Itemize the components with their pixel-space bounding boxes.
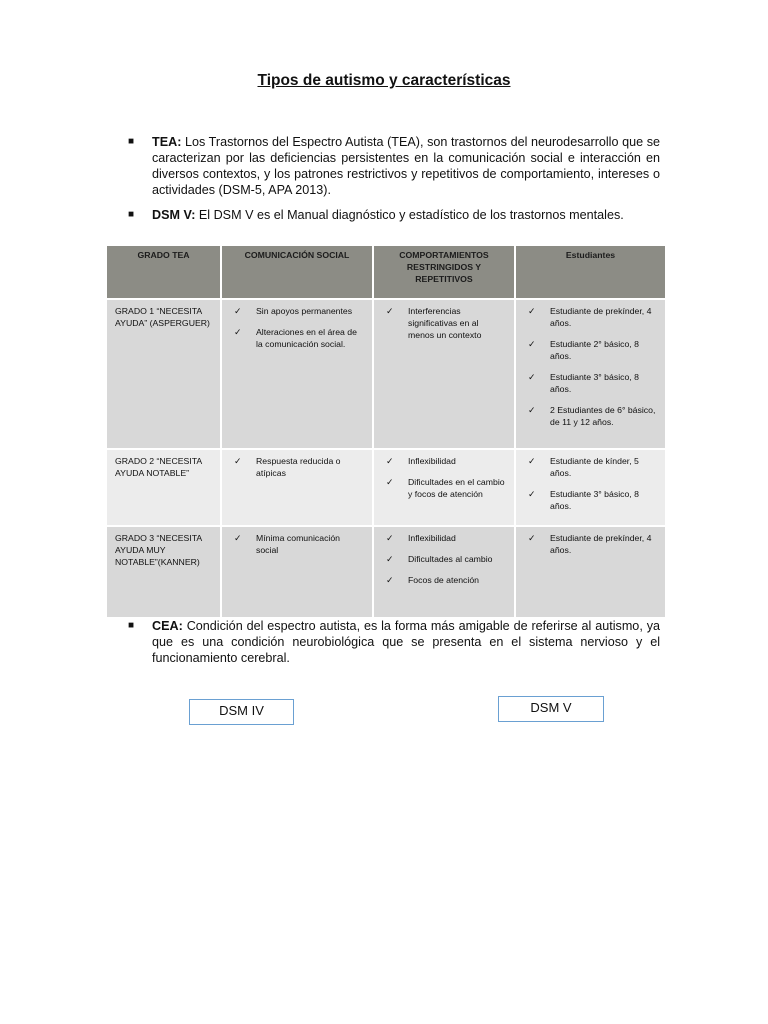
- list-item: [386, 305, 506, 341]
- behavior-cell: [373, 299, 515, 449]
- list-item: [386, 455, 506, 467]
- list-item: [386, 476, 506, 500]
- grade-cell: GRADO 1 “NECESITA AYUDA” (ASPERGUER): [107, 299, 221, 449]
- header-estudiantes: Estudiantes: [515, 246, 665, 299]
- checkmark-icon: ✓: [386, 477, 394, 487]
- list-item: [528, 371, 657, 395]
- checkmark-icon: ✓: [234, 327, 242, 337]
- behavior-cell: [373, 449, 515, 526]
- list-item-text: Focos de atención: [408, 575, 479, 585]
- bullet-cea-text: [152, 618, 660, 666]
- grade-cell: GRADO 3 “NECESITA AYUDA MUY NOTABLE”(KANNER): [107, 526, 221, 618]
- square-bullet-icon: ■: [128, 136, 135, 147]
- list-item-text: Estudiante 3° básico, 8 años.: [550, 489, 639, 511]
- bullet-dsm: [128, 207, 660, 223]
- social-cell: [221, 299, 373, 449]
- checkmark-icon: ✓: [528, 372, 536, 382]
- list-item-text: Dificultades al cambio: [408, 554, 493, 564]
- header-comportamientos: COMPORTAMIENTOS RESTRINGIDOS Y REPETITIVOS: [373, 246, 515, 299]
- header-grado-tea: GRADO TEA: [107, 246, 221, 299]
- checkmark-icon: ✓: [234, 456, 242, 466]
- dsm-v-box: DSM V: [498, 696, 604, 722]
- social-cell: [221, 526, 373, 618]
- list-item-text: Inflexibilidad: [408, 456, 456, 466]
- bullet-cea: [128, 618, 660, 666]
- list-item: [528, 455, 657, 479]
- list-item: [528, 338, 657, 362]
- list-item-text: Estudiante 2° básico, 8 años.: [550, 339, 639, 361]
- checkmark-icon: ✓: [234, 533, 242, 543]
- list-item-text: Estudiante de kínder, 5 años.: [550, 456, 639, 478]
- dsm-label: DSM V:: [152, 208, 196, 222]
- checkmark-icon: ✓: [528, 405, 536, 415]
- cea-label: CEA:: [152, 619, 183, 633]
- social-list: [230, 532, 364, 556]
- list-item-text: Estudiante de prekínder, 4 años.: [550, 533, 652, 555]
- table-header-row: [107, 246, 665, 299]
- list-item: [386, 553, 506, 565]
- list-item-text: Interferencias significativas en al menos un contexto: [408, 306, 482, 340]
- list-item: [234, 326, 364, 350]
- header-comunicacion-social: COMUNICACIÓN SOCIAL: [221, 246, 373, 299]
- checkmark-icon: ✓: [386, 533, 394, 543]
- list-item: [234, 305, 364, 317]
- autism-grades-table: [107, 246, 665, 619]
- list-item-text: Dificultades en el cambio y focos de atención: [408, 477, 505, 499]
- page-title: Tipos de autismo y características: [257, 72, 511, 89]
- behavior-list: [382, 532, 506, 586]
- list-item-text: 2 Estudiantes de 6° básico, de 11 y 12 años.: [550, 405, 656, 427]
- list-item: [528, 404, 657, 428]
- students-list: [524, 455, 657, 512]
- checkmark-icon: ✓: [234, 306, 242, 316]
- list-item-text: Estudiante 3° básico, 8 años.: [550, 372, 639, 394]
- list-item: [386, 532, 506, 544]
- list-item-text: Alteraciones en el área de la comunicación social.: [256, 327, 357, 349]
- table-row: [107, 449, 665, 526]
- checkmark-icon: ✓: [386, 306, 394, 316]
- checkmark-icon: ✓: [528, 456, 536, 466]
- list-item-text: Respuesta reducida o atípicas: [256, 456, 341, 478]
- checkmark-icon: ✓: [386, 575, 394, 585]
- bullet-tea-text: [152, 134, 660, 198]
- behavior-list: [382, 305, 506, 341]
- list-item: [234, 455, 364, 479]
- list-item-text: Estudiante de prekínder, 4 años.: [550, 306, 652, 328]
- square-bullet-icon: ■: [128, 209, 135, 220]
- students-list: [524, 532, 657, 556]
- checkmark-icon: ✓: [386, 456, 394, 466]
- checkmark-icon: ✓: [528, 533, 536, 543]
- checkmark-icon: ✓: [386, 554, 394, 564]
- list-item-text: Mínima comunicación social: [256, 533, 341, 555]
- list-item: [528, 532, 657, 556]
- list-item-text: Sin apoyos permanentes: [256, 306, 353, 316]
- bullet-tea: [128, 134, 660, 198]
- list-item: [234, 532, 364, 556]
- students-cell: [515, 526, 665, 618]
- social-cell: [221, 449, 373, 526]
- checkmark-icon: ✓: [528, 339, 536, 349]
- students-list: [524, 305, 657, 428]
- dsm-iv-box: DSM IV: [189, 699, 294, 725]
- cea-definition: Condición del espectro autista, es la forma más amigable de referirse al autismo, ya que es una condición neurobiológica que se presenta en el sistema nervioso y el funcionamiento cerebral.: [152, 619, 661, 665]
- table-row: [107, 299, 665, 449]
- behavior-cell: [373, 526, 515, 618]
- list-item-text: Inflexibilidad: [408, 533, 456, 543]
- list-item: [528, 488, 657, 512]
- list-item: [386, 574, 506, 586]
- tea-label: TEA:: [152, 135, 182, 149]
- tea-definition: Los Trastornos del Espectro Autista (TEA), son trastornos del neurodesarrollo que se caracterizan por las deficiencias persistentes en la comunicación social e interacción en diversos contextos, y los patrones restrictivos y repetitivos de comportamiento, intereses o actividades (DSM-5, APA 2013).: [152, 135, 660, 197]
- dsm-definition: El DSM V es el Manual diagnóstico y estadístico de los trastornos mentales.: [198, 208, 624, 222]
- social-list: [230, 455, 364, 479]
- students-cell: [515, 299, 665, 449]
- square-bullet-icon: ■: [128, 620, 135, 631]
- behavior-list: [382, 455, 506, 500]
- students-cell: [515, 449, 665, 526]
- list-item: [528, 305, 657, 329]
- checkmark-icon: ✓: [528, 306, 536, 316]
- grade-cell: GRADO 2 “NECESITA AYUDA NOTABLE”: [107, 449, 221, 526]
- social-list: [230, 305, 364, 350]
- table-row: [107, 526, 665, 618]
- bullet-dsm-text: [152, 207, 660, 223]
- checkmark-icon: ✓: [528, 489, 536, 499]
